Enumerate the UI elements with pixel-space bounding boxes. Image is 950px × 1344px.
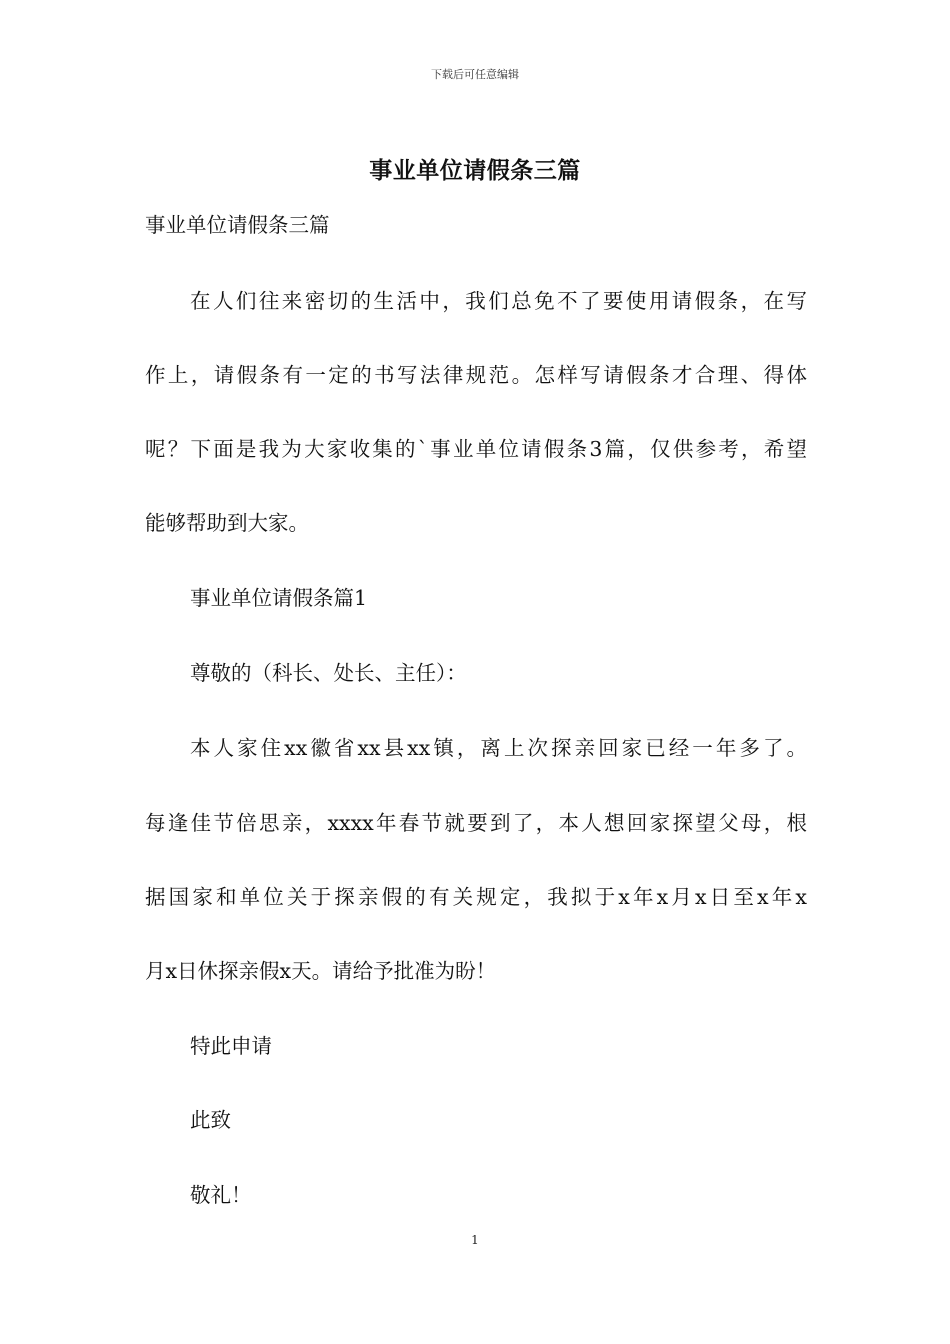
body-line-3: 据国家和单位关于探亲假的有关规定，我拟于x年x月x日至x年x <box>145 885 807 909</box>
intro-line-3: 呢？下面是我为大家收集的`事业单位请假条3篇，仅供参考，希望 <box>145 437 807 461</box>
body-line-2: 每逢佳节倍思亲，xxxx年春节就要到了，本人想回家探望父母，根 <box>145 811 807 835</box>
body-line-4: 月x日休探亲假x天。请给予批准为盼！ <box>145 959 497 983</box>
salutation: 尊敬的（科长、处长、主任）： <box>190 661 467 685</box>
closing-salute: 敬礼！ <box>190 1183 252 1207</box>
intro-line-1: 在人们往来密切的生活中，我们总免不了要使用请假条，在写 <box>190 289 807 313</box>
closing-regards: 此致 <box>190 1108 231 1132</box>
section-heading: 事业单位请假条篇1 <box>190 586 368 610</box>
intro-line-4: 能够帮助到大家。 <box>145 511 309 535</box>
closing-request: 特此申请 <box>190 1034 272 1058</box>
document-title: 事业单位请假条三篇 <box>369 157 581 184</box>
intro-line-2: 作上，请假条有一定的书写法律规范。怎样写请假条才合理、得体 <box>145 363 807 387</box>
page-number: 1 <box>471 1233 479 1247</box>
body-line-1: 本人家住xx徽省xx县xx镇，离上次探亲回家已经一年多了。 <box>190 736 807 760</box>
page-header: 下载后可任意编辑 <box>431 68 519 81</box>
document-subtitle: 事业单位请假条三篇 <box>145 213 330 237</box>
